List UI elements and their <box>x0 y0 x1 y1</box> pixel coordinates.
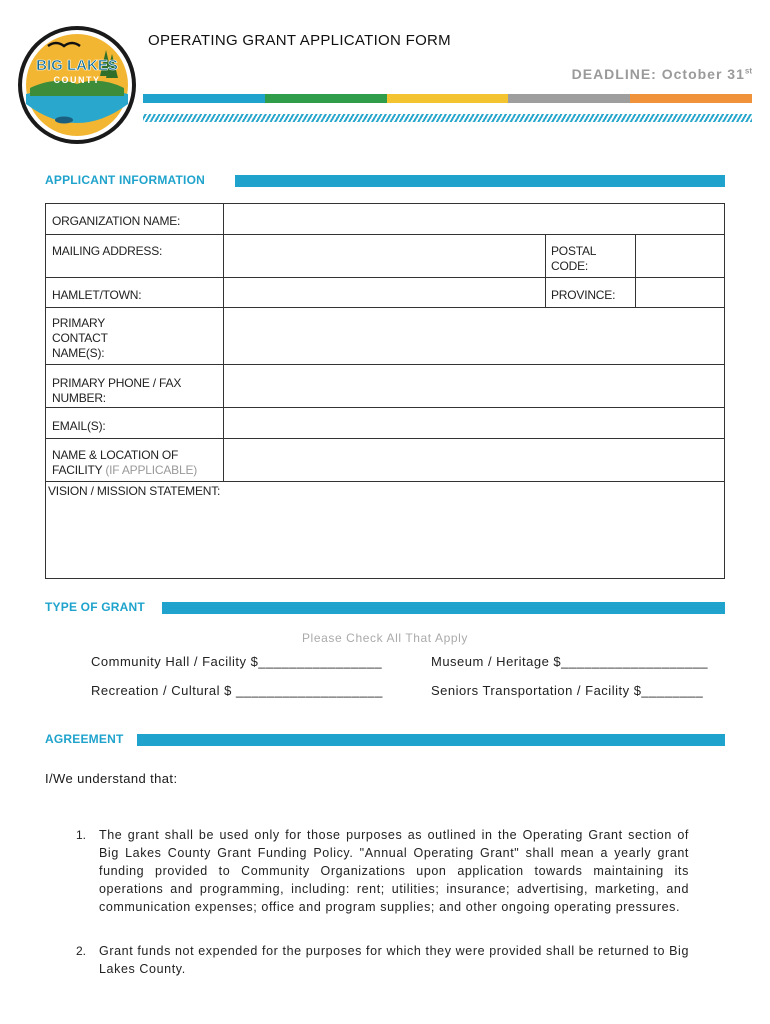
org-name-field[interactable] <box>224 204 724 234</box>
section-heading-bar <box>235 175 725 187</box>
section-heading-label: AGREEMENT <box>45 732 127 746</box>
color-bar-segment <box>630 94 752 103</box>
applicant-section-heading <box>45 174 725 188</box>
section-heading-bar <box>137 734 725 746</box>
logo-text-county: COUNTY <box>53 75 101 85</box>
facility-label-note: (IF APPLICABLE) <box>105 463 198 477</box>
color-bar <box>143 94 752 103</box>
deadline-suffix: st <box>744 66 752 76</box>
postal-code-field[interactable] <box>636 235 724 277</box>
vision-label: VISION / MISSION STATEMENT: <box>48 484 221 498</box>
section-heading-bar <box>162 602 725 614</box>
color-bar-segment <box>508 94 630 103</box>
agreement-section-heading <box>45 733 725 747</box>
section-heading-label: TYPE OF GRANT <box>45 600 149 614</box>
facility-label <box>46 444 224 482</box>
facility-label-text: NAME & LOCATION OF FACILITY <box>52 448 179 477</box>
big-lakes-county-logo <box>16 24 138 146</box>
agreement-item-number: 1. <box>76 828 87 842</box>
grant-option-museum-heritage[interactable]: Museum / Heritage $___________________ <box>431 654 709 669</box>
province-field[interactable] <box>636 278 724 307</box>
agreement-intro: I/We understand that: <box>45 771 178 786</box>
agreement-item-text: The grant shall be used only for those purposes as outlined in the Operating Grant section of Big Lakes County Grant Funding Policy. "Annual Operating Grant" shall mean a yearly grant funding provided to Community Organizations upon application towards maintaining its operations and programming, including: rent; utilities; insurance; advertising, marketing, and communication expenses; office and program supplies; and other ongoing operating pressures. <box>99 828 689 914</box>
grant-option-community-hall[interactable]: Community Hall / Facility $________________ <box>91 654 383 669</box>
postal-code-label: POSTAL CODE: <box>551 244 596 273</box>
email-label: EMAIL(S): <box>52 419 106 433</box>
hamlet-town-label: HAMLET/TOWN: <box>52 288 142 302</box>
org-name-label: ORGANIZATION NAME: <box>52 214 181 228</box>
deadline-text: DEADLINE: October 31 <box>571 66 745 82</box>
mailing-address-field[interactable] <box>224 235 545 307</box>
agreement-item-number: 2. <box>76 944 87 958</box>
primary-contact-field[interactable] <box>224 308 724 364</box>
facility-field[interactable] <box>224 439 724 481</box>
color-bar-segment <box>387 94 509 103</box>
primary-contact-label: PRIMARY CONTACT NAME(S): <box>52 316 108 360</box>
email-field[interactable] <box>224 408 724 438</box>
deadline <box>572 66 752 82</box>
primary-phone-field[interactable] <box>224 365 724 407</box>
applicant-info-table <box>45 203 725 579</box>
grant-type-section-heading <box>45 601 725 615</box>
agreement-item-text: Grant funds not expended for the purposes for which they were provided shall be returned to Big Lakes County. <box>99 944 689 976</box>
section-heading-label: APPLICANT INFORMATION <box>45 173 209 187</box>
form-title: OPERATING GRANT APPLICATION FORM <box>148 32 451 49</box>
primary-phone-label: PRIMARY PHONE / FAX NUMBER: <box>52 376 182 405</box>
grant-option-recreation-cultural[interactable]: Recreation / Cultural $ ___________________ <box>91 683 383 698</box>
check-all-instruction: Please Check All That Apply <box>301 631 469 645</box>
color-bar-segment <box>265 94 387 103</box>
logo-text-big-lakes: BIG LAKES <box>36 57 118 74</box>
hatch-divider <box>143 114 752 122</box>
grant-option-seniors-transportation[interactable]: Seniors Transportation / Facility $________ <box>431 683 704 698</box>
vision-field[interactable] <box>46 497 724 577</box>
mailing-address-label: MAILING ADDRESS: <box>52 244 163 258</box>
province-label: PROVINCE: <box>551 288 616 302</box>
color-bar-segment <box>143 94 265 103</box>
